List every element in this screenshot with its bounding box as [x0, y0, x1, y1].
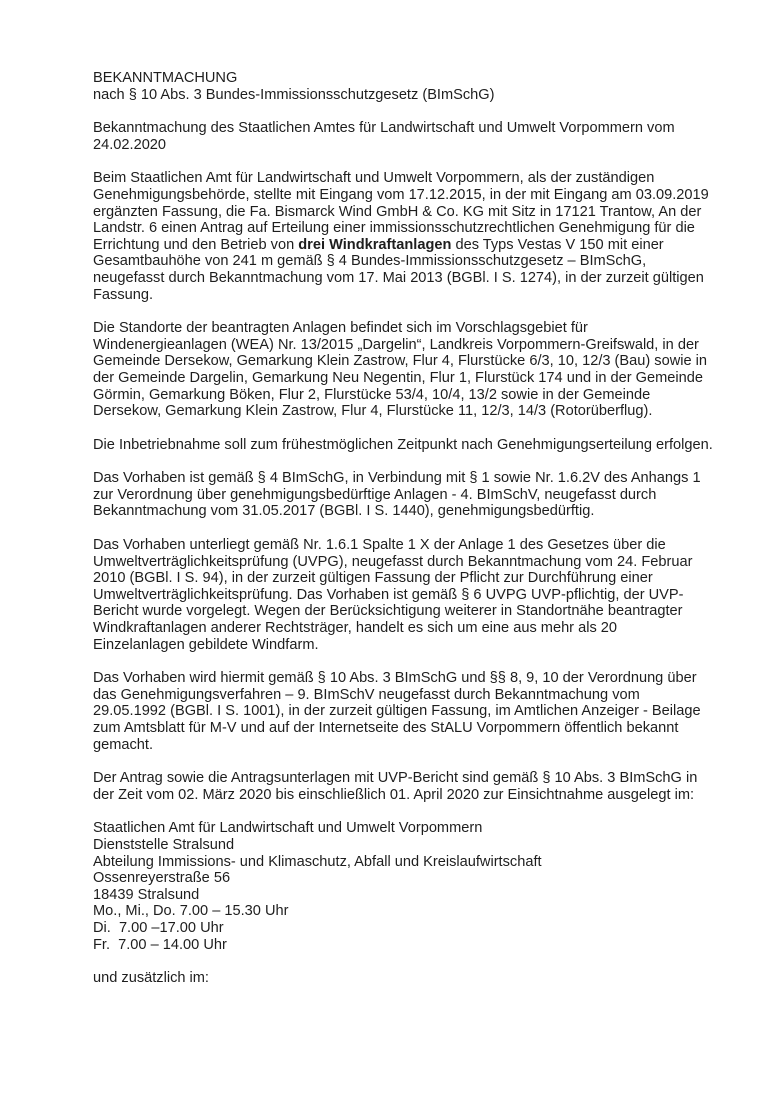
address-block [93, 820, 723, 953]
paragraph-line: gemacht. [93, 736, 154, 753]
paragraph-inspection [93, 770, 723, 803]
paragraph-line: der Zeit vom 02. März 2020 bis einschließlich 01. April 2020 zur Einsichtnahme ausgelegt im: [93, 786, 695, 803]
paragraph-line: ergänzten Fassung, die Fa. Bismarck Wind GmbH & Co. KG mit Sitz in 17121 Trantow, An der [93, 203, 702, 220]
paragraph-uvp [93, 537, 723, 653]
header [93, 70, 723, 103]
paragraph-line: neugefasst durch Bekanntmachung vom 17. Mai 2013 (BGBl. I S. 1274), in der zurzeit gültigen [93, 269, 704, 286]
paragraph-line: Windkraftanlagen anderer Rechtsträger, handelt es sich um eine aus mehr als 20 [93, 620, 618, 637]
document-page [93, 70, 723, 987]
intro-paragraph [93, 120, 723, 153]
paragraph-line: Umweltverträglichkeitsprüfung. Das Vorhaben ist gemäß § 6 UVPG UVP-pflichtig, der UVP- [93, 586, 684, 603]
intro-line: Bekanntmachung des Staatlichen Amtes für Landwirtschaft und Umwelt Vorpommern vom [93, 120, 675, 137]
paragraph-line: Die Standorte der beantragten Anlagen befindet sich im Vorschlagsgebiet für [93, 320, 588, 337]
paragraph-line: Das Vorhaben ist gemäß § 4 BImSchG, in Verbindung mit § 1 sowie Nr. 1.6.2V des Anhangs 1 [93, 470, 701, 487]
paragraph-line: 29.05.1992 (BGBl. I S. 1001), in der zurzeit gültigen Fassung, im Amtlichen Anzeiger - Beilage [93, 703, 701, 720]
paragraph-line: zur Verordnung über genehmigungsbedürftige Anlagen - 4. BImSchV, neugefasst durch [93, 486, 657, 503]
address-line: 18439 Stralsund [93, 886, 200, 903]
paragraph-locations [93, 320, 723, 420]
paragraph-line: der Gemeinde Dargelin, Gemarkung Neu Negentin, Flur 1, Flurstück 174 und in der Gemeinde [93, 369, 704, 386]
paragraph-line: Landstr. 6 einen Antrag auf Erteilung einer immissionsschutzrechtlichen Genehmigung für die [93, 220, 695, 237]
address-line: Dienststelle Stralsund [93, 836, 235, 853]
paragraph-line: Umweltverträglichkeitsprüfung (UVPG), neugefasst durch Bekanntmachung vom 24. Februar [93, 553, 693, 570]
paragraph-line: Bericht wurde vorgelegt. Wegen der Berücksichtigung weiterer in Standortnähe beantragter [93, 603, 683, 620]
closing-paragraph [93, 970, 723, 987]
document-title: BEKANNTMACHUNG [93, 70, 238, 86]
line-text: des Typs Vestas V 150 mit einer [451, 236, 664, 253]
intro-line: 24.02.2020 [93, 136, 167, 153]
line-text: Errichtung und den Betrieb von [93, 236, 299, 253]
paragraph-line: Das Vorhaben unterliegt gemäß Nr. 1.6.1 Spalte 1 X der Anlage 1 des Gesetzes über die [93, 537, 666, 554]
paragraph-line [93, 237, 723, 254]
paragraph-commissioning [93, 437, 723, 454]
paragraph-line: Genehmigungsbehörde, stellte mit Eingang vom 17.12.2015, in der mit Eingang am 03.09.2019 [93, 186, 709, 203]
paragraph-line: Windenergieanlagen (WEA) Nr. 13/2015 „Dargelin“, Landkreis Vorpommern-Greifswald, in der [93, 336, 699, 353]
opening-hours-line: Di. 7.00 –17.00 Uhr [93, 919, 224, 936]
paragraph-application [93, 170, 723, 303]
paragraph-line: Das Vorhaben wird hiermit gemäß § 10 Abs. 3 BImSchG und §§ 8, 9, 10 der Verordnung über [93, 670, 697, 687]
address-line: Abteilung Immissions- und Klimaschutz, Abfall und Kreislaufwirtschaft [93, 853, 542, 870]
paragraph-line: Der Antrag sowie die Antragsunterlagen mit UVP-Bericht sind gemäß § 10 Abs. 3 BImSchG in [93, 770, 698, 787]
opening-hours-line: Mo., Mi., Do. 7.00 – 15.30 Uhr [93, 903, 289, 920]
paragraph-line: 2010 (BGBl. I S. 94), in der zurzeit gültigen Fassung der Pflicht zur Durchführung einer [93, 570, 653, 587]
address-line: Staatlichen Amt für Landwirtschaft und Umwelt Vorpommern [93, 820, 483, 837]
paragraph-line: Fassung. [93, 286, 154, 303]
paragraph-line: zum Amtsblatt für M-V und auf der Internetseite des StALU Vorpommern öffentlich bekannt [93, 720, 679, 736]
paragraph-line: Gemeinde Dersekow, Gemarkung Klein Zastrow, Flur 4, Flurstücke 6/3, 10, 12/3 (Bau) sowie in [93, 353, 708, 370]
paragraph-line: Görmin, Gemarkung Böken, Flur 2, Flurstücke 53/4, 10/4, 13/2 sowie in der Gemeinde [93, 386, 651, 403]
opening-hours-line: Fr. 7.00 – 14.00 Uhr [93, 936, 227, 953]
paragraph-line: Bekanntmachung vom 31.05.2017 (BGBl. I S. 1440), genehmigungsbedürftig. [93, 503, 595, 520]
address-line: Ossenreyerstraße 56 [93, 870, 231, 887]
paragraph-permit-requirement [93, 470, 723, 520]
paragraph-line: Gesamtbauhöhe von 241 m gemäß § 4 Bundes-Immissionsschutzgesetz – BImSchG, [93, 253, 647, 270]
paragraph-line: Beim Staatlichen Amt für Landwirtschaft und Umwelt Vorpommern, als der zuständigen [93, 170, 655, 187]
bold-highlight: drei Windkraftanlagen [298, 236, 452, 253]
paragraph-line: Einzelanlagen gebildete Windfarm. [93, 636, 319, 653]
paragraph-line: Die Inbetriebnahme soll zum frühestmöglichen Zeitpunkt nach Genehmigungserteilung erfolgen. [93, 436, 713, 453]
paragraph-line: Dersekow, Gemarkung Klein Zastrow, Flur 4, Flurstücke 11, 12/3, 14/3 (Rotorüberflug). [93, 403, 653, 420]
closing-line: und zusätzlich im: [93, 970, 209, 987]
document-subtitle: nach § 10 Abs. 3 Bundes-Immissionsschutzgesetz (BImSchG) [93, 86, 495, 103]
paragraph-announcement [93, 670, 723, 753]
paragraph-line: das Genehmigungsverfahren – 9. BImSchV neugefasst durch Bekanntmachung vom [93, 686, 640, 703]
